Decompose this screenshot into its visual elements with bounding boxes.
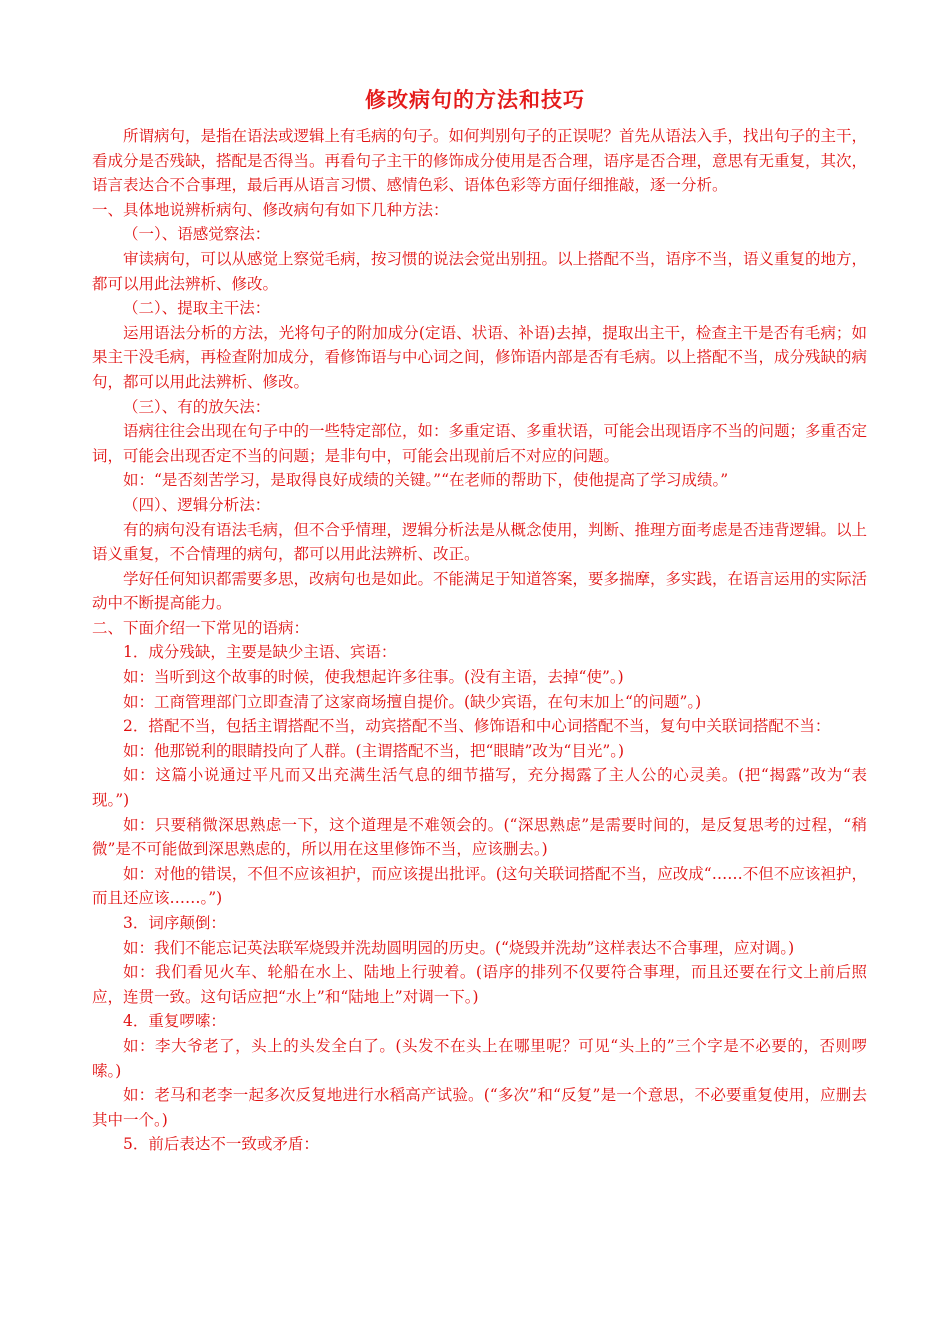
error-example: 如：当听到这个故事的时候，使我想起许多往事。(没有主语，去掉“使”。) [123, 668, 624, 687]
error-example: 如：李大爷老了，头上的头发全白了。(头发不在头上在哪里呢？可见“头上的”三个字是不必要的，否则啰嗦。) [92, 1036, 867, 1080]
error-heading-2: 2．搭配不当，包括主谓搭配不当，动宾搭配不当、修饰语和中心词搭配不当，复句中关联词搭配不当： [123, 717, 831, 736]
error-heading-3: 3．词序颠倒： [123, 914, 226, 932]
error-heading-5: 5．前后表达不一致或矛盾： [123, 1135, 319, 1154]
error-example: 如：我们看见火车、轮船在水上、陆地上行驶着。(语序的排列不仅要符合事理，而且还要在行文上前后照应，连贯一致。这句话应把“水上”和“陆地上”对调一下。) [92, 963, 867, 1006]
document-title: 修改病句的方法和技巧 [365, 88, 585, 112]
method-paragraph-4: 有的病句没有语法毛病，但不合乎情理，逻辑分析法是从概念使用，判断、推理方面考虑是否违背逻辑。以上语义重复，不合情理的病句，都可以用此法辨析、改正。 [92, 520, 868, 564]
section-heading-methods: 一、具体地说辨析病句、修改病句有如下几种方法： [92, 200, 449, 219]
method-paragraph-3: 语病往往会出现在句子中的一些特定部位，如：多重定语、多重状语，可能会出现语序不当的问题；多重否定词，可能会出现否定不当的问题；是非句中，可能会出现前后不对应的问题。 [92, 422, 868, 465]
error-heading-4: 4．重复啰嗦： [123, 1012, 226, 1031]
method-paragraph-2: 运用语法分析的方法，光将句子的附加成分(定语、状语、补语)去掉，提取出主干，检查主干是否有毛病；如果主干没毛病，再检查附加成分，看修饰语与中心词之间，修饰语内部是否有毛病。以上搭配不当，成分残缺的病句，都可以用此法辨析、修改。 [92, 323, 868, 391]
error-heading-1: 1．成分残缺，主要是缺少主语、宾语： [123, 643, 397, 662]
method-heading-2: （二）、提取主干法： [123, 299, 271, 318]
method-heading-4: （四）、逻辑分析法： [123, 495, 271, 514]
method-heading-3: （三）、有的放矢法： [123, 397, 271, 416]
error-example: 如：工商管理部门立即查清了这家商场擅自提价。(缺少宾语，在句末加上“的问题”。) [123, 692, 702, 711]
error-example: 如：我们不能忘记英法联军烧毁并洗劫圆明园的历史。(“烧毁并洗劫”这样表达不合事理，应对调。) [123, 938, 795, 957]
method-paragraph-1: 审读病句，可以从感觉上察觉毛病，按习惯的说法会觉出别扭。以上搭配不当，语序不当，语义重复的地方，都可以用此法辨析、修改。 [92, 249, 868, 293]
error-example: 如：只要稍微深思熟虑一下，这个道理是不难领会的。(“深思熟虑”是需要时间的，是反复思考的过程，“稍微”是不可能做到深思熟虑的，所以用在这里修饰不当，应该删去。) [92, 815, 867, 859]
error-example: 如：对他的错误，不但不应该袒护，而应该提出批评。(这句关联词搭配不当，应改成“……不但不应该袒护，而且还应该……。”) [92, 864, 867, 908]
intro-paragraph: 所谓病句，是指在语法或逻辑上有毛病的句子。如何判别句子的正误呢？首先从语法入手，找出句子的主干，看成分是否残缺，搭配是否得当。再看句子主干的修饰成分使用是否合理，语序是否合理，意思有无重复，其次，语言表达合不合事理，最后再从语言习惯、感情色彩、语体色彩等方面仔细推敲，逐一分析。 [92, 127, 868, 195]
section-heading-common-errors: 二、下面介绍一下常见的语病： [92, 618, 310, 637]
method-example-3: 如：“是否刻苦学习，是取得良好成绩的关键。”“在老师的帮助下，使他提高了学习成绩。” [123, 471, 729, 490]
summary-paragraph: 学好任何知识都需要多思，改病句也是如此。不能满足于知道答案，要多揣摩，多实践，在语言运用的实际活动中不断提高能力。 [92, 569, 868, 613]
method-heading-1: （一）、语感觉察法： [123, 225, 271, 244]
error-example: 如：他那锐利的眼睛投向了人群。(主谓搭配不当，把“眼睛”改为“目光”。) [123, 741, 625, 760]
error-example: 如：这篇小说通过平凡而又出充满生活气息的细节描写，充分揭露了主人公的心灵美。(把“揭露”改为“表现。”) [92, 766, 867, 810]
document-body [92, 124, 867, 1157]
error-example: 如：老马和老李一起多次反复地进行水稻高产试验。(“多次”和“反复”是一个意思，不必要重复使用，应删去其中一个。) [92, 1086, 867, 1129]
